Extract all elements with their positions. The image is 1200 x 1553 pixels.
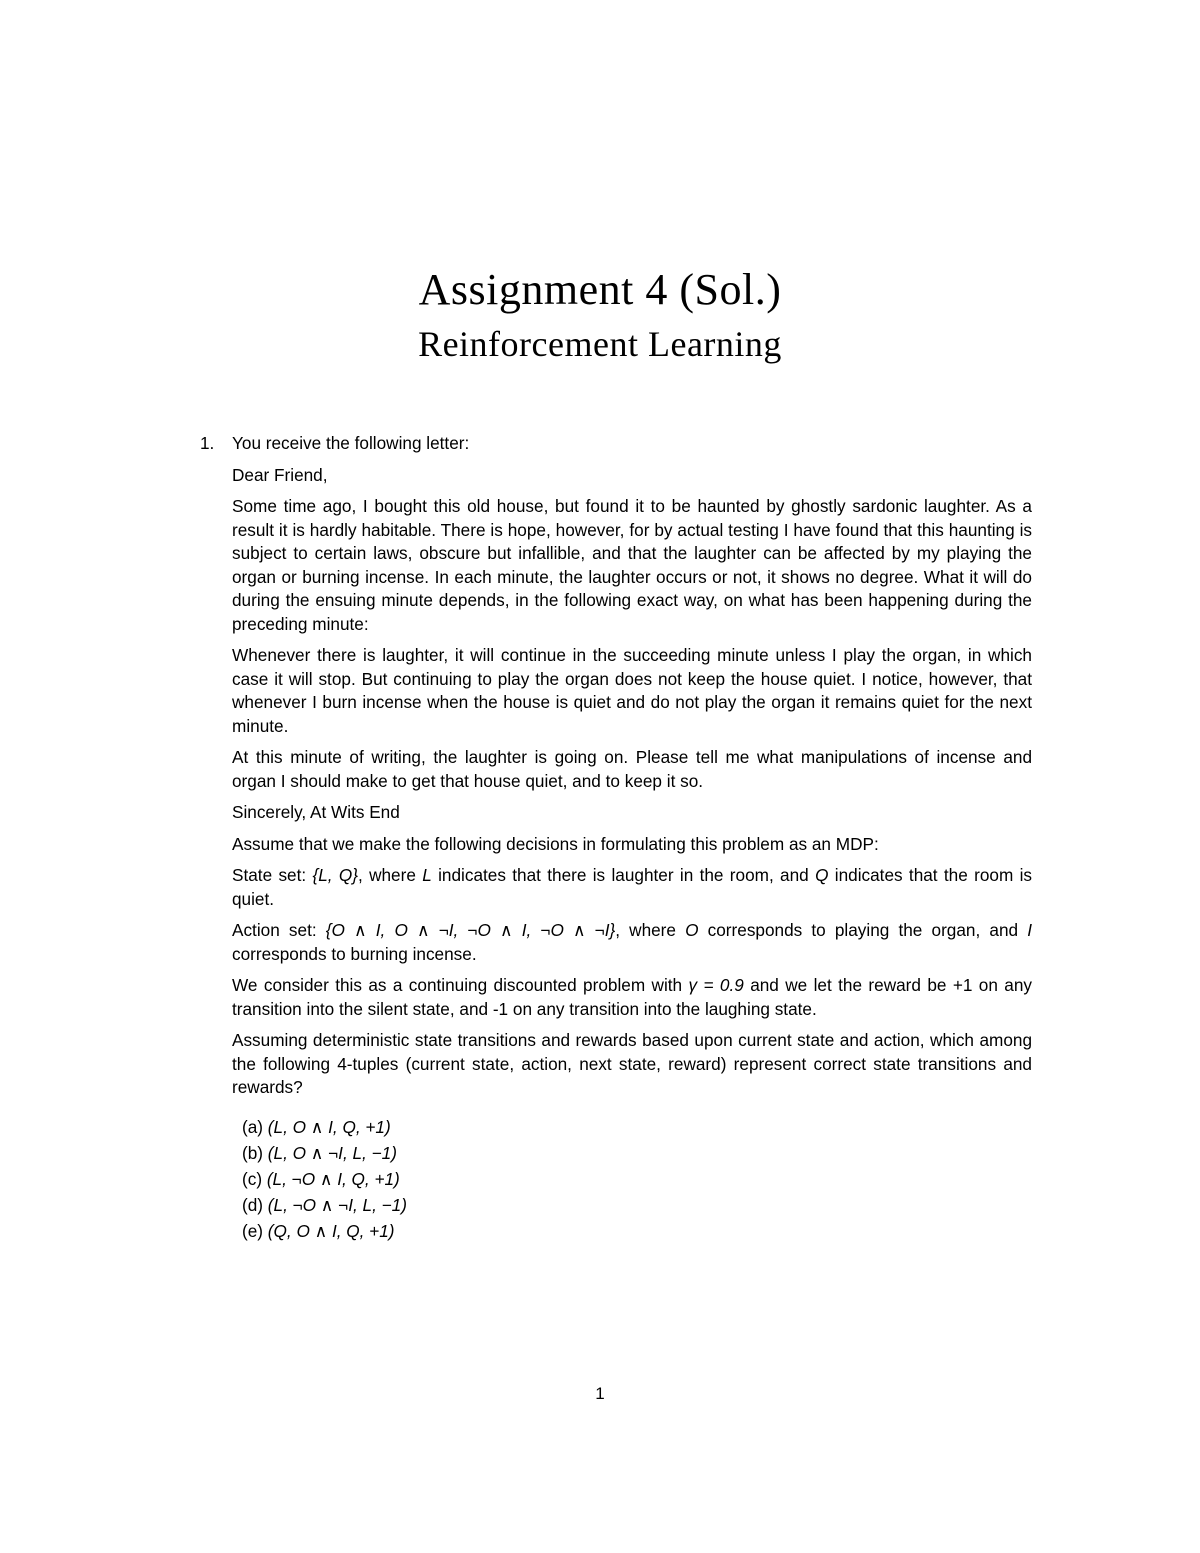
state-set-definition — [232, 864, 1032, 911]
state-set-label: State set: — [232, 865, 307, 885]
option-label: (e) — [242, 1220, 264, 1241]
state-symbol-q: Q — [815, 865, 829, 885]
option-d — [242, 1192, 1032, 1218]
letter-paragraph-3: At this minute of writing, the laughter is going on. Please tell me what manipulations of incense and organ I should make to get that house quiet, and to keep it so. — [232, 747, 1032, 791]
option-label: (d) — [242, 1194, 264, 1215]
action-set-where: , where — [615, 920, 676, 940]
discount-pre: We consider this as a continuing discounted problem with — [232, 975, 683, 995]
letter-paragraph-2: Whenever there is laughter, it will continue in the succeeding minute unless I play the organ, in which case it will stop. But continuing to play the organ does not keep the house quiet. I notice, however, that whenever I burn incense when the house is quiet and do not play the organ it remains quiet for the next minute. — [232, 645, 1032, 736]
state-set-value: {L, Q} — [312, 865, 358, 885]
state-set-where: , where — [357, 865, 416, 885]
option-e — [242, 1218, 1032, 1244]
letter-signoff: Sincerely, At Wits End — [232, 802, 400, 822]
mdp-assumption: Assume that we make the following decisions in formulating this problem as an MDP: — [232, 833, 879, 854]
action-o-description: corresponds to playing the organ, and — [707, 920, 1019, 940]
option-label: (c) — [242, 1168, 263, 1189]
question-intro: You receive the following letter: — [232, 433, 470, 453]
discount-definition — [232, 974, 1032, 1021]
discount-post: and we let the reward be +1 on any transition into the silent state, and -1 on any transition into the laughing state. — [232, 975, 1033, 1019]
action-set-label: Action set: — [232, 920, 317, 940]
page-number: 1 — [595, 1384, 605, 1403]
letter-salutation: Dear Friend, — [232, 464, 328, 485]
page-subtitle: Reinforcement Learning — [418, 324, 782, 364]
letter-paragraph-1: Some time ago, I bought this old house, but found it to be haunted by ghostly sardonic laughter. As a result it is hardly habitable. There is hope, however, for by actual testing I have found that this haunting is subject to certain laws, obscure but infallible, and that the laughter can be affected by my playing the organ or burning incense. In each minute, the laughter occurs or not, it shows no degree. What it will do during the ensuing minute depends, in the following exact way, on what has been happening during the preceding minute: — [232, 496, 1032, 634]
question-body — [200, 432, 1032, 1244]
option-c — [242, 1166, 1032, 1192]
state-l-description: indicates that there is laughter in the room, and — [438, 865, 809, 885]
action-symbol-i: I — [1027, 920, 1033, 940]
option-label: (b) — [242, 1142, 264, 1163]
option-tuple: (Q, O ∧ I, Q, +1) — [267, 1220, 395, 1241]
page-title: Assignment 4 (Sol.) — [418, 265, 782, 314]
state-q-description: indicates that the room is quiet. — [232, 865, 1032, 909]
option-b — [242, 1140, 1032, 1166]
option-tuple: (L, ¬O ∧ I, Q, +1) — [266, 1168, 400, 1189]
question-header — [200, 432, 1032, 456]
question-prompt: Assuming deterministic state transitions and rewards based upon current state and action, which among the following 4-tuples (current state, action, next state, reward) represent correct state transitions and rewards? — [232, 1030, 1032, 1097]
option-tuple: (L, O ∧ ¬I, L, −1) — [267, 1142, 397, 1163]
action-set-value: {O ∧ I, O ∧ ¬I, ¬O ∧ I, ¬O ∧ ¬I} — [325, 920, 616, 940]
option-label: (a) — [242, 1116, 264, 1137]
option-tuple: (L, O ∧ I, Q, +1) — [267, 1116, 391, 1137]
gamma-value: γ = 0.9 — [688, 975, 744, 995]
option-a — [242, 1114, 1032, 1140]
option-tuple: (L, ¬O ∧ ¬I, L, −1) — [267, 1194, 407, 1215]
answer-options — [242, 1114, 1032, 1244]
state-symbol-l: L — [422, 865, 432, 885]
action-set-definition — [232, 919, 1032, 966]
action-symbol-o: O — [685, 920, 699, 940]
action-i-description: corresponds to burning incense. — [232, 943, 477, 964]
question-number: 1. — [200, 433, 215, 453]
